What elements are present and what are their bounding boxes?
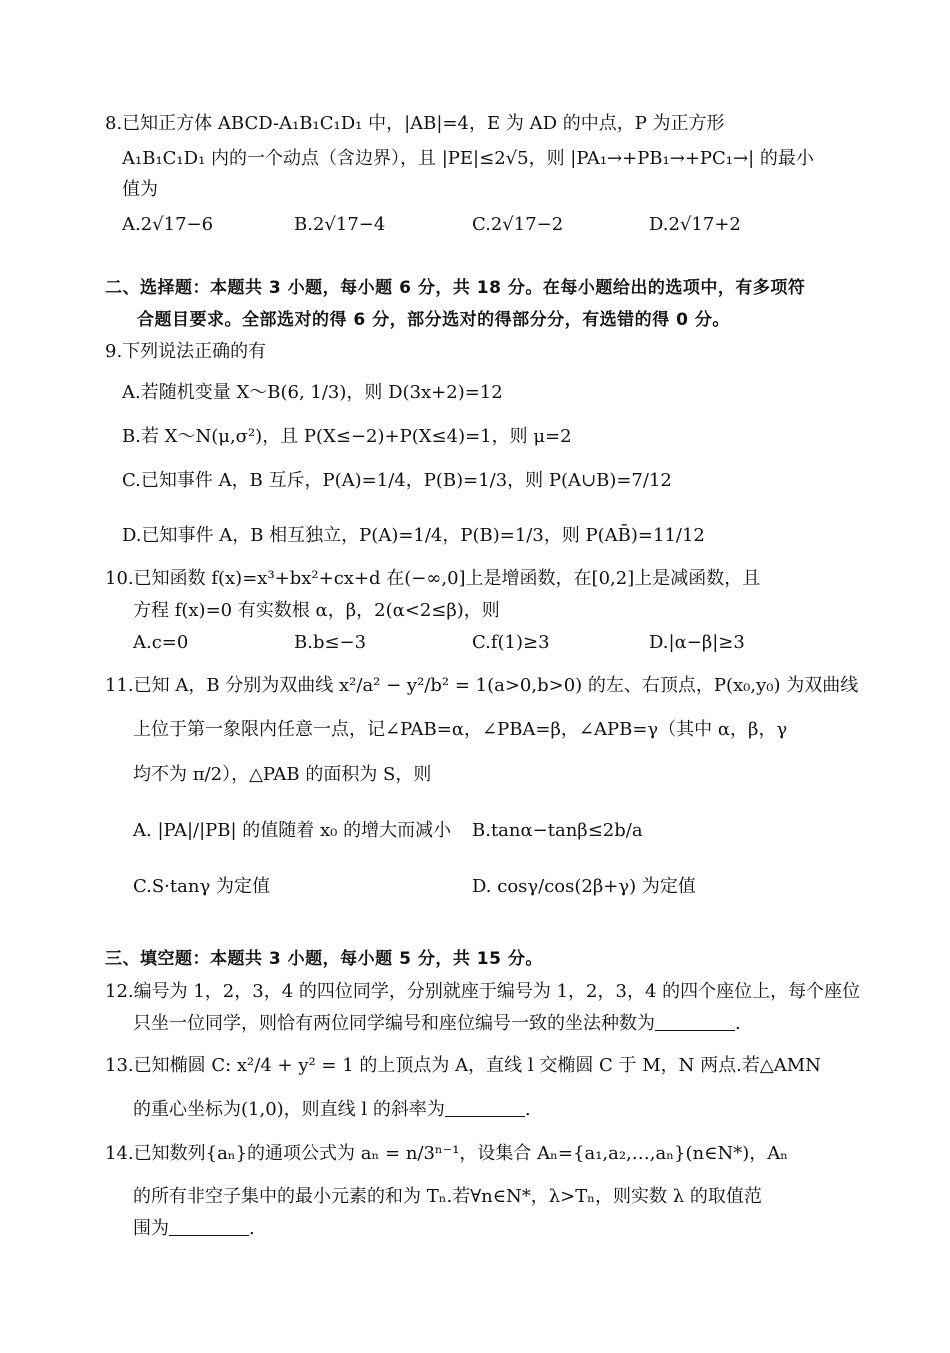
q8-line-2: A₁B₁C₁D₁ 内的一个动点（含边界），且 |PE|≤2√5，则 |PA₁→+PB₁→+PC₁→| 的最小	[122, 148, 814, 169]
q12-answer-blank[interactable]	[655, 1012, 735, 1031]
q13-answer-blank[interactable]	[445, 1098, 525, 1117]
q9-option-d: D.已知事件 A，B 相互独立，P(A)=1/4，P(B)=1/3，则 P(AB̄)=11/12	[122, 525, 705, 546]
q14-line-2: 的所有非空子集中的最小元素的和为 Tₙ.若∀n∈N*，λ>Tₙ，则实数 λ 的取值范	[133, 1186, 762, 1207]
q8-option-c: C.2√17−2	[472, 214, 564, 235]
q11-option-a: A. |PA|/|PB| 的值随着 x₀ 的增大而减小	[133, 820, 452, 841]
q14-line-3-text: 围为	[133, 1218, 169, 1239]
q11-option-d: D. cosγ/cos(2β+γ) 为定值	[472, 876, 696, 897]
q9-option-b: B.若 X～N(μ,σ²)，且 P(X≤−2)+P(X≤4)=1，则 μ=2	[122, 426, 572, 447]
q12-line-1: 12.编号为 1，2，3，4 的四位同学，分别就座于编号为 1，2，3，4 的四个座位上，每个座位	[105, 981, 861, 1002]
q8-line-1: 8.已知正方体 ABCD-A₁B₁C₁D₁ 中，|AB|=4，E 为 AD 的中点，P 为正方形	[105, 113, 725, 134]
q11-line-2: 上位于第一象限内任意一点，记∠PAB=α，∠PBA=β，∠APB=γ（其中 α，β，γ	[133, 719, 788, 740]
q11-option-c: C.S·tanγ 为定值	[133, 876, 270, 897]
q12-line-2	[133, 1011, 741, 1037]
q8-option-d: D.2√17+2	[649, 214, 741, 235]
q14-answer-blank[interactable]	[169, 1217, 249, 1236]
q12-line-2-end: .	[735, 1013, 741, 1034]
q10-line-2: 方程 f(x)=0 有实数根 α，β，2(α<2≤β)，则	[133, 600, 500, 621]
q9-option-c: C.已知事件 A，B 互斥，P(A)=1/4，P(B)=1/3，则 P(A∪B)=7/12	[122, 470, 672, 491]
q8-line-3: 值为	[122, 179, 158, 200]
section-3-heading: 三、填空题：本题共 3 小题，每小题 5 分，共 15 分。	[105, 949, 543, 969]
q11-option-b: B.tanα−tanβ≤2b/a	[472, 820, 643, 841]
section-2-heading-cont: 合题目要求。全部选对的得 6 分，部分选对的得部分分，有选错的得 0 分。	[137, 310, 730, 330]
q9-option-a: A.若随机变量 X～B(6, 1/3)，则 D(3x+2)=12	[122, 382, 503, 403]
q8-option-a: A.2√17−6	[122, 214, 214, 235]
q13-line-1: 13.已知椭圆 C: x²/4 + y² = 1 的上顶点为 A，直线 l 交椭圆 C 于 M，N 两点.若△AMN	[105, 1055, 821, 1076]
q13-line-2-end: .	[524, 1099, 531, 1120]
q13-line-2	[133, 1097, 531, 1123]
q10-option-d: D.|α−β|≥3	[649, 632, 745, 653]
q12-line-2-text: 只坐一位同学，则恰有两位同学编号和座位编号一致的坐法种数为	[133, 1013, 655, 1034]
q14-line-3-end: .	[249, 1218, 255, 1239]
section-2-heading: 二、选择题：本题共 3 小题，每小题 6 分，共 18 分。在每小题给出的选项中，有多项符	[105, 278, 806, 298]
q10-line-1: 10.已知函数 f(x)=x³+bx²+cx+d 在(−∞,0]上是增函数，在[0,2]上是减函数，且	[105, 568, 761, 589]
q13-line-2-text: 的重心坐标为(1,0)，则直线 l 的斜率为	[133, 1099, 445, 1120]
q8-option-b: B.2√17−4	[294, 214, 386, 235]
q10-option-a: A.c=0	[133, 632, 189, 653]
q14-line-3	[133, 1216, 255, 1242]
q10-option-c: C.f(1)≥3	[472, 632, 550, 653]
q14-line-1: 14.已知数列{aₙ}的通项公式为 aₙ = n/3ⁿ⁻¹，设集合 Aₙ={a₁,a₂,…,aₙ}(n∈N*)，Aₙ	[105, 1143, 788, 1164]
q11-line-3: 均不为 π/2），△PAB 的面积为 S，则	[133, 764, 432, 785]
q10-option-b: B.b≤−3	[294, 632, 367, 653]
q9-stem: 9.下列说法正确的有	[105, 341, 267, 362]
q11-line-1: 11.已知 A，B 分别为双曲线 x²/a² − y²/b² = 1(a>0,b>0) 的左、右顶点，P(x₀,y₀) 为双曲线	[105, 675, 859, 696]
